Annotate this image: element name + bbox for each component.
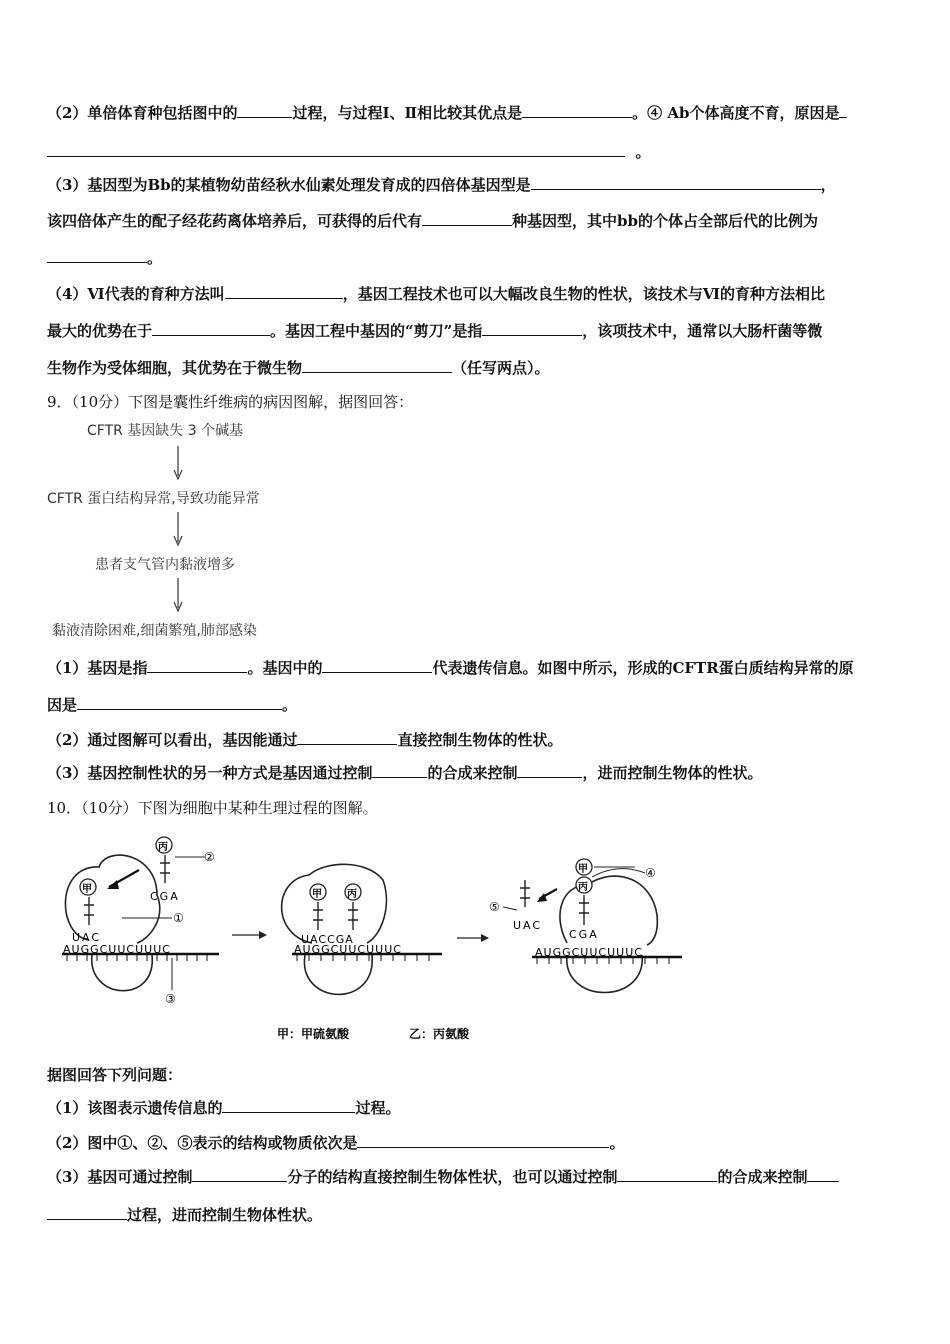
flow-step-2: CFTR 蛋白结构异常,导致功能异常 <box>47 491 260 507</box>
translation-svg <box>47 825 697 1050</box>
q9-p1-text-d: 因是 <box>47 696 78 714</box>
q9-title: 9．（10分）下图是囊性纤维病的病因图解，据图回答： <box>47 393 414 411</box>
q8-p2-text-c: 。④ Ab个体高度不育，原因是 <box>632 104 840 122</box>
q8-p4-text-a: （4）Ⅵ代表的育种方法叫 <box>47 285 225 303</box>
legend-yi: 乙：丙氨酸 <box>409 1027 470 1041</box>
label-jia: 甲 <box>82 884 92 895</box>
q10-part3-line1 <box>47 1167 839 1187</box>
q10-p3-text-d: 过程，进而控制生物体性状。 <box>127 1206 323 1224</box>
q8-p3-text-c: 该四倍体产生的配子经花药离体培养后，可获得的后代有 <box>47 212 423 230</box>
answer-blank[interactable] <box>225 284 343 299</box>
label-jia: 甲 <box>312 889 322 900</box>
label-bing: 丙 <box>347 889 357 900</box>
answer-blank[interactable] <box>422 211 512 226</box>
q8-part2-line1 <box>47 103 847 123</box>
answer-blank[interactable] <box>77 695 282 710</box>
label-bing: 丙 <box>158 842 168 853</box>
right-arrow-icon <box>259 931 267 939</box>
answer-blank[interactable] <box>372 763 427 778</box>
q10-p3-text-c: 的合成来控制 <box>717 1168 808 1186</box>
answer-blank[interactable] <box>237 103 292 118</box>
q10-part1 <box>47 1098 400 1118</box>
mrna-sequence: AUGGCUUCUUUC <box>63 943 171 956</box>
q10-p3-text-b: 分子的结构直接控制生物体性状，也可以通过控制 <box>287 1168 618 1186</box>
legend-jia: 甲：甲硫氨酸 <box>277 1027 350 1041</box>
marker-3: ③ <box>165 992 176 1006</box>
q8-p2-text-b: 过程，与过程Ⅰ、Ⅱ相比较其优点是 <box>292 104 523 122</box>
q9-part1-line2 <box>47 695 297 715</box>
q8-p4-text-b: ，基因工程技术也可以大幅改良生物的性状，该技术与Ⅵ的育种方法相比 <box>342 285 825 303</box>
translation-diagram <box>47 825 697 1050</box>
ribosome-panel-1 <box>62 837 219 1006</box>
q9-p3-text-b: 的合成来控制 <box>427 764 518 782</box>
q8-p3-text-a: （3）基因型为Bb的某植物幼苗经秋水仙素处理发育成的四倍体基因型是 <box>47 176 531 194</box>
q10-title: 10．（10分）下图为细胞中某种生理过程的图解。 <box>47 799 378 817</box>
q9-p2-text-b: 直接控制生物体的性状。 <box>397 731 563 749</box>
mrna-sequence: AUGGCUUCUUUC <box>535 946 643 959</box>
answer-blank[interactable] <box>302 358 452 373</box>
flow-step-1: CFTR 基因缺失 3 个碱基 <box>87 423 244 439</box>
anticodon-uac: UAC <box>513 919 543 932</box>
q9-part1-line1 <box>47 658 854 678</box>
q9-p3-text-c: ，进而控制生物体的性状。 <box>582 764 763 782</box>
label-jia: 甲 <box>578 864 588 875</box>
q9-p1-text-a: （1）基因是指 <box>47 659 148 677</box>
down-arrow-icon <box>172 578 184 612</box>
ribosome-panel-3 <box>489 859 682 993</box>
anticodon-cga: CGA <box>569 928 599 941</box>
answer-blank[interactable] <box>192 1167 287 1182</box>
label-bing: 丙 <box>578 882 588 893</box>
marker-4: ④ <box>645 866 656 880</box>
answer-blank[interactable] <box>222 1098 355 1113</box>
q9-p3-text-a: （3）基因控制性状的另一种方式是基因通过控制 <box>47 764 373 782</box>
q8-p4-text-g: （任写两点）。 <box>452 359 550 377</box>
ribosome-panel-2 <box>282 864 442 994</box>
answer-blank[interactable] <box>152 321 270 336</box>
flow-step-4: 黏液清除困难,细菌繁殖,肺部感染 <box>52 623 257 639</box>
q8-p2-text-a: （2）单倍体育种包括图中的 <box>47 104 238 122</box>
answer-blank[interactable] <box>522 103 632 118</box>
q10-p1-text-a: （1）该图表示遗传信息的 <box>47 1099 223 1117</box>
q8-p4-text-c: 最大的优势在于 <box>47 322 153 340</box>
q8-p2-end: 。 <box>635 143 651 161</box>
anticodon-uac: UAC <box>72 931 102 944</box>
q10-part2 <box>47 1133 624 1153</box>
answer-blank[interactable] <box>47 1205 127 1220</box>
answer-blank[interactable] <box>807 1167 839 1182</box>
marker-2: ② <box>204 850 215 864</box>
q8-part3-line1 <box>47 175 836 195</box>
q10-p2-text-a: （2）图中①、②、⑤表示的结构或物质依次是 <box>47 1134 358 1152</box>
anticodon-cga: CGA <box>150 890 180 903</box>
q8-part3-line2 <box>47 211 818 231</box>
answer-blank[interactable] <box>517 763 582 778</box>
answer-blank[interactable] <box>531 175 821 190</box>
q8-part3-line3 <box>47 248 162 268</box>
answer-blank[interactable] <box>482 321 582 336</box>
q10-p3-text-a: （3）基因可通过控制 <box>47 1168 193 1186</box>
anticodon-uaccga: UACCGA <box>301 933 354 946</box>
q8-p4-text-d: 。基因工程中基因的“剪刀”是指 <box>270 322 483 340</box>
q9-p1-text-b: 。基因中的 <box>247 659 323 677</box>
answer-blank[interactable] <box>617 1167 717 1182</box>
q8-part4-line1 <box>47 284 825 304</box>
q8-part4-line3 <box>47 358 550 378</box>
q8-part2-line2 <box>47 142 650 162</box>
q8-p3-end: 。 <box>147 249 163 267</box>
answer-blank[interactable] <box>47 142 625 157</box>
q8-p4-text-f: 生物作为受体细胞，其优势在于微生物 <box>47 359 303 377</box>
answer-blank[interactable] <box>357 1133 609 1148</box>
q10-p1-text-b: 过程。 <box>355 1099 401 1117</box>
flow-step-3: 患者支气管内黏液增多 <box>95 557 235 573</box>
q9-part2 <box>47 730 562 750</box>
answer-blank[interactable] <box>147 658 247 673</box>
marker-5: ⑤ <box>489 900 500 914</box>
q10-part3-line2 <box>47 1205 322 1225</box>
answer-blank[interactable] <box>47 248 147 263</box>
q10-intro: 据图回答下列问题： <box>47 1066 183 1084</box>
mrna-sequence: AUGGCUUCUUUC <box>294 943 402 956</box>
q8-p3-text-b: ， <box>820 176 836 194</box>
q9-p1-end: 。 <box>282 696 298 714</box>
cf-flowchart <box>47 420 317 645</box>
q8-part4-line2 <box>47 321 822 341</box>
down-arrow-icon <box>172 512 184 546</box>
right-arrow-icon <box>481 934 489 942</box>
q8-p3-text-d: 种基因型，其中bb的个体占全部后代的比例为 <box>512 212 818 230</box>
marker-1: ① <box>173 911 184 925</box>
q9-p1-text-c: 代表遗传信息。如图中所示，形成的CFTR蛋白质结构异常的原 <box>432 659 854 677</box>
q9-part3 <box>47 763 762 783</box>
q10-p2-text-b: 。 <box>609 1134 625 1152</box>
answer-blank[interactable] <box>839 103 847 118</box>
answer-blank[interactable] <box>322 658 432 673</box>
down-arrow-icon <box>172 446 184 480</box>
answer-blank[interactable] <box>297 730 397 745</box>
q8-p4-text-e: ，该项技术中，通常以大肠杆菌等微 <box>582 322 823 340</box>
q9-p2-text-a: （2）通过图解可以看出，基因能通过 <box>47 731 298 749</box>
